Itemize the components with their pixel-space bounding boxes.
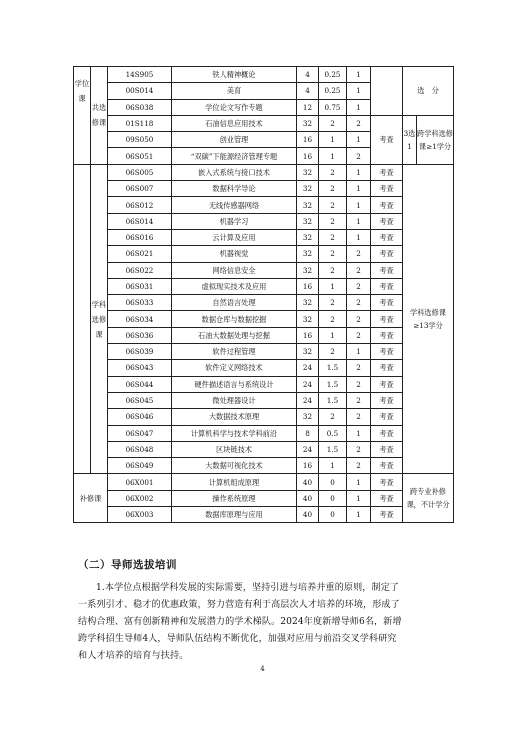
table-row — [74, 115, 454, 131]
section-paragraph — [78, 580, 456, 665]
course-name: 自然语言处理 — [172, 295, 297, 311]
course-table — [73, 66, 454, 523]
course-code: 06S045 — [108, 392, 172, 408]
course-hours: 16 — [297, 148, 319, 164]
note-cross-discipline: 跨学科选修课≥1学分 — [417, 115, 454, 164]
course-credit: 2 — [319, 344, 347, 360]
course-name: 机器视觉 — [172, 246, 297, 262]
assess-method: 考查 — [371, 474, 403, 490]
course-hours: 32 — [297, 344, 319, 360]
course-term: 2 — [347, 311, 371, 327]
course-credit: 0.25 — [319, 83, 347, 99]
course-credit: 0 — [319, 507, 347, 523]
course-code: 06S034 — [108, 311, 172, 327]
assess-method: 考查 — [371, 213, 403, 229]
table-row — [74, 392, 454, 408]
assess-method: 考查 — [371, 360, 403, 376]
course-credit: 1.5 — [319, 360, 347, 376]
page-number: 4 — [260, 665, 265, 673]
course-code: 06S051 — [108, 148, 172, 164]
course-code: 06S033 — [108, 295, 172, 311]
table-row — [74, 295, 454, 311]
course-code: 06S022 — [108, 262, 172, 278]
assess-method: 考查 — [371, 344, 403, 360]
course-term: 1 — [347, 181, 371, 197]
course-hours: 16 — [297, 327, 319, 343]
course-hours: 16 — [297, 458, 319, 474]
course-name: 无线传感器网络 — [172, 197, 297, 213]
table-row — [74, 474, 454, 490]
course-term: 1 — [347, 344, 371, 360]
course-code: 06S007 — [108, 181, 172, 197]
course-hours: 40 — [297, 474, 319, 490]
course-term: 2 — [347, 115, 371, 131]
course-credit: 2 — [319, 311, 347, 327]
assess-method: 考查 — [371, 181, 403, 197]
course-code: 06S046 — [108, 409, 172, 425]
paragraph-line: 一系列引才、稳才的优惠政策，努力营造有利于高层次人才培养的环境，形成了 — [78, 600, 400, 610]
course-code: 06S049 — [108, 458, 172, 474]
course-hours: 12 — [297, 99, 319, 115]
course-code: 14S905 — [108, 67, 172, 83]
course-name: 嵌入式系统与接口技术 — [172, 164, 297, 180]
table-row — [74, 490, 454, 506]
course-code: 06S044 — [108, 376, 172, 392]
course-credit: 2 — [319, 115, 347, 131]
course-name: 学位论文写作专题 — [172, 99, 297, 115]
table-row — [74, 441, 454, 457]
course-hours: 32 — [297, 409, 319, 425]
assess-method: 考查 — [371, 441, 403, 457]
table-row — [74, 409, 454, 425]
course-name: 虚拟现实技术及应用 — [172, 278, 297, 294]
course-name: 数据科学导论 — [172, 181, 297, 197]
course-hours: 32 — [297, 213, 319, 229]
course-name: 石油大数据处理与挖掘 — [172, 327, 297, 343]
table-row — [74, 425, 454, 441]
assess-method: 考查 — [371, 115, 403, 164]
course-term: 1 — [347, 507, 371, 523]
course-hours: 32 — [297, 295, 319, 311]
table-row — [74, 458, 454, 474]
course-code: 06S031 — [108, 278, 172, 294]
course-hours: 24 — [297, 441, 319, 457]
course-term: 1 — [347, 213, 371, 229]
paragraph-line: 结构合理、富有创新精神和发展潜力的学术梯队。2024年度新增导师6名，新增 — [78, 617, 402, 627]
course-hours: 24 — [297, 376, 319, 392]
course-term: 2 — [347, 409, 371, 425]
table-row — [74, 197, 454, 213]
group-xueke-label: 学科选修课 — [91, 164, 108, 474]
course-hours: 4 — [297, 67, 319, 83]
course-hours: 4 — [297, 83, 319, 99]
course-credit: 1 — [319, 278, 347, 294]
table-row — [74, 67, 454, 83]
course-term: 2 — [347, 376, 371, 392]
course-credit: 0.75 — [319, 99, 347, 115]
course-code: 06S043 — [108, 360, 172, 376]
course-hours: 32 — [297, 197, 319, 213]
course-code: 09S050 — [108, 132, 172, 148]
course-code: 06S039 — [108, 344, 172, 360]
assess-method: 考查 — [371, 392, 403, 408]
course-name: 数据库原理与应用 — [172, 507, 297, 523]
assess-method: 考查 — [371, 425, 403, 441]
course-name: 操作系统原理 — [172, 490, 297, 506]
course-credit: 2 — [319, 262, 347, 278]
course-hours: 8 — [297, 425, 319, 441]
table-row — [74, 344, 454, 360]
course-credit: 2 — [319, 409, 347, 425]
assess-method: 考查 — [371, 164, 403, 180]
course-hours: 32 — [297, 311, 319, 327]
assess-method: 考查 — [371, 197, 403, 213]
course-name: 云计算及应用 — [172, 229, 297, 245]
assess-method: 考查 — [371, 327, 403, 343]
course-term: 2 — [347, 262, 371, 278]
course-term: 1 — [347, 229, 371, 245]
course-term: 2 — [347, 392, 371, 408]
course-term: 2 — [347, 360, 371, 376]
table-row — [74, 213, 454, 229]
assess-method: 考查 — [371, 229, 403, 245]
course-code: 06S012 — [108, 197, 172, 213]
note-three-choose-one: 3选1 — [403, 115, 417, 164]
course-term: 1 — [347, 197, 371, 213]
note-buxiu: 跨专业补修课，不计学分 — [403, 474, 454, 523]
course-term: 1 — [347, 132, 371, 148]
course-hours: 40 — [297, 490, 319, 506]
course-name: 大数据技术原理 — [172, 409, 297, 425]
course-term: 2 — [347, 295, 371, 311]
course-name: 计算机科学与技术学科前沿 — [172, 425, 297, 441]
course-credit: 2 — [319, 164, 347, 180]
assess-method: 考查 — [371, 376, 403, 392]
table-row — [74, 164, 454, 180]
table-row — [74, 327, 454, 343]
group-buxiu-label: 补修课 — [74, 474, 108, 523]
course-hours: 16 — [297, 132, 319, 148]
group-xuewei-blank — [74, 115, 91, 164]
course-name: 软件过程管理 — [172, 344, 297, 360]
course-code: 06S048 — [108, 441, 172, 457]
table-row — [74, 278, 454, 294]
course-name: 美育 — [172, 83, 297, 99]
assess-method: 考查 — [371, 295, 403, 311]
course-credit: 1 — [319, 458, 347, 474]
table-row — [74, 262, 454, 278]
course-term: 2 — [347, 458, 371, 474]
course-term: 1 — [347, 83, 371, 99]
course-name: 大数据可视化技术 — [172, 458, 297, 474]
course-credit: 1 — [319, 148, 347, 164]
course-code: 00S014 — [108, 83, 172, 99]
course-hours: 32 — [297, 164, 319, 180]
course-name: 微处理器设计 — [172, 392, 297, 408]
course-credit: 1 — [319, 327, 347, 343]
course-name: 硬件描述语言与系统设计 — [172, 376, 297, 392]
table-row — [74, 507, 454, 523]
assess-method: 考查 — [371, 458, 403, 474]
course-hours: 32 — [297, 115, 319, 131]
table-row — [74, 181, 454, 197]
course-credit: 2 — [319, 181, 347, 197]
course-name: 数据仓库与数据挖掘 — [172, 311, 297, 327]
course-credit: 1.5 — [319, 376, 347, 392]
course-hours: 32 — [297, 262, 319, 278]
course-term: 1 — [347, 67, 371, 83]
table-row — [74, 229, 454, 245]
group-xuewei-label: 学位课 — [74, 67, 91, 116]
course-term: 1 — [347, 490, 371, 506]
note-top: 选 分 — [403, 67, 454, 116]
course-code: 06X002 — [108, 490, 172, 506]
assess-method: 考查 — [371, 507, 403, 523]
assess-method: 考查 — [371, 490, 403, 506]
course-hours: 40 — [297, 507, 319, 523]
course-term: 2 — [347, 148, 371, 164]
course-term: 2 — [347, 441, 371, 457]
course-code: 06S005 — [108, 164, 172, 180]
paragraph-line: 和人才培养的培育与扶持。 — [78, 651, 189, 661]
table-row — [74, 360, 454, 376]
course-credit: 2 — [319, 197, 347, 213]
course-code: 06S036 — [108, 327, 172, 343]
assess-method: 考查 — [371, 409, 403, 425]
course-name: “双碳”下能源经济管理专题 — [172, 148, 297, 164]
course-code: 06X001 — [108, 474, 172, 490]
course-term: 2 — [347, 278, 371, 294]
course-name: 机器学习 — [172, 213, 297, 229]
course-code: 06S047 — [108, 425, 172, 441]
course-hours: 24 — [297, 392, 319, 408]
assess-method: 考查 — [371, 278, 403, 294]
course-code: 01S118 — [108, 115, 172, 131]
course-code: 06X003 — [108, 507, 172, 523]
course-term: 2 — [347, 246, 371, 262]
course-name: 区块链技术 — [172, 441, 297, 457]
course-name: 计算机组成原理 — [172, 474, 297, 490]
course-credit: 1 — [319, 132, 347, 148]
course-name: 石油信息应用技术 — [172, 115, 297, 131]
course-credit: 0.5 — [319, 425, 347, 441]
course-hours: 32 — [297, 246, 319, 262]
course-credit: 2 — [319, 213, 347, 229]
course-name: 网络信息安全 — [172, 262, 297, 278]
course-credit: 1.5 — [319, 392, 347, 408]
course-code: 06S016 — [108, 229, 172, 245]
course-term: 1 — [347, 99, 371, 115]
course-hours: 32 — [297, 181, 319, 197]
course-credit: 0.25 — [319, 67, 347, 83]
course-code: 06S038 — [108, 99, 172, 115]
course-credit: 2 — [319, 229, 347, 245]
group-gongxuan-label: 共选修课 — [91, 67, 108, 165]
course-credit: 2 — [319, 246, 347, 262]
assess-method: 考查 — [371, 262, 403, 278]
table-row — [74, 311, 454, 327]
paragraph-line: 跨学科招生导师4人，导师队伍结构不断优化，加强对应用与前沿交叉学科研究 — [78, 634, 397, 644]
course-name: 铁人精神概论 — [172, 67, 297, 83]
course-credit: 1.5 — [319, 441, 347, 457]
course-hours: 24 — [297, 360, 319, 376]
table-row — [74, 376, 454, 392]
assess-blank — [371, 67, 403, 116]
paragraph-line: 1.本学位点根据学科发展的实际需要，坚持引进与培养并重的原则，制定了 — [96, 583, 400, 593]
course-name: 创业管理 — [172, 132, 297, 148]
course-name: 软件定义网络技术 — [172, 360, 297, 376]
course-term: 1 — [347, 164, 371, 180]
course-code: 06S021 — [108, 246, 172, 262]
course-credit: 0 — [319, 490, 347, 506]
course-credit: 2 — [319, 295, 347, 311]
course-credit: 0 — [319, 474, 347, 490]
table-row — [74, 246, 454, 262]
course-hours: 16 — [297, 278, 319, 294]
course-hours: 32 — [297, 229, 319, 245]
section-heading: （二）导师选拔培训 — [78, 559, 177, 571]
course-term: 2 — [347, 327, 371, 343]
group-blank — [74, 164, 91, 474]
assess-method: 考查 — [371, 311, 403, 327]
note-xueke: 学科选修课≥13学分 — [403, 164, 454, 474]
course-code: 06S014 — [108, 213, 172, 229]
assess-method: 考查 — [371, 246, 403, 262]
course-term: 1 — [347, 425, 371, 441]
course-term: 1 — [347, 474, 371, 490]
